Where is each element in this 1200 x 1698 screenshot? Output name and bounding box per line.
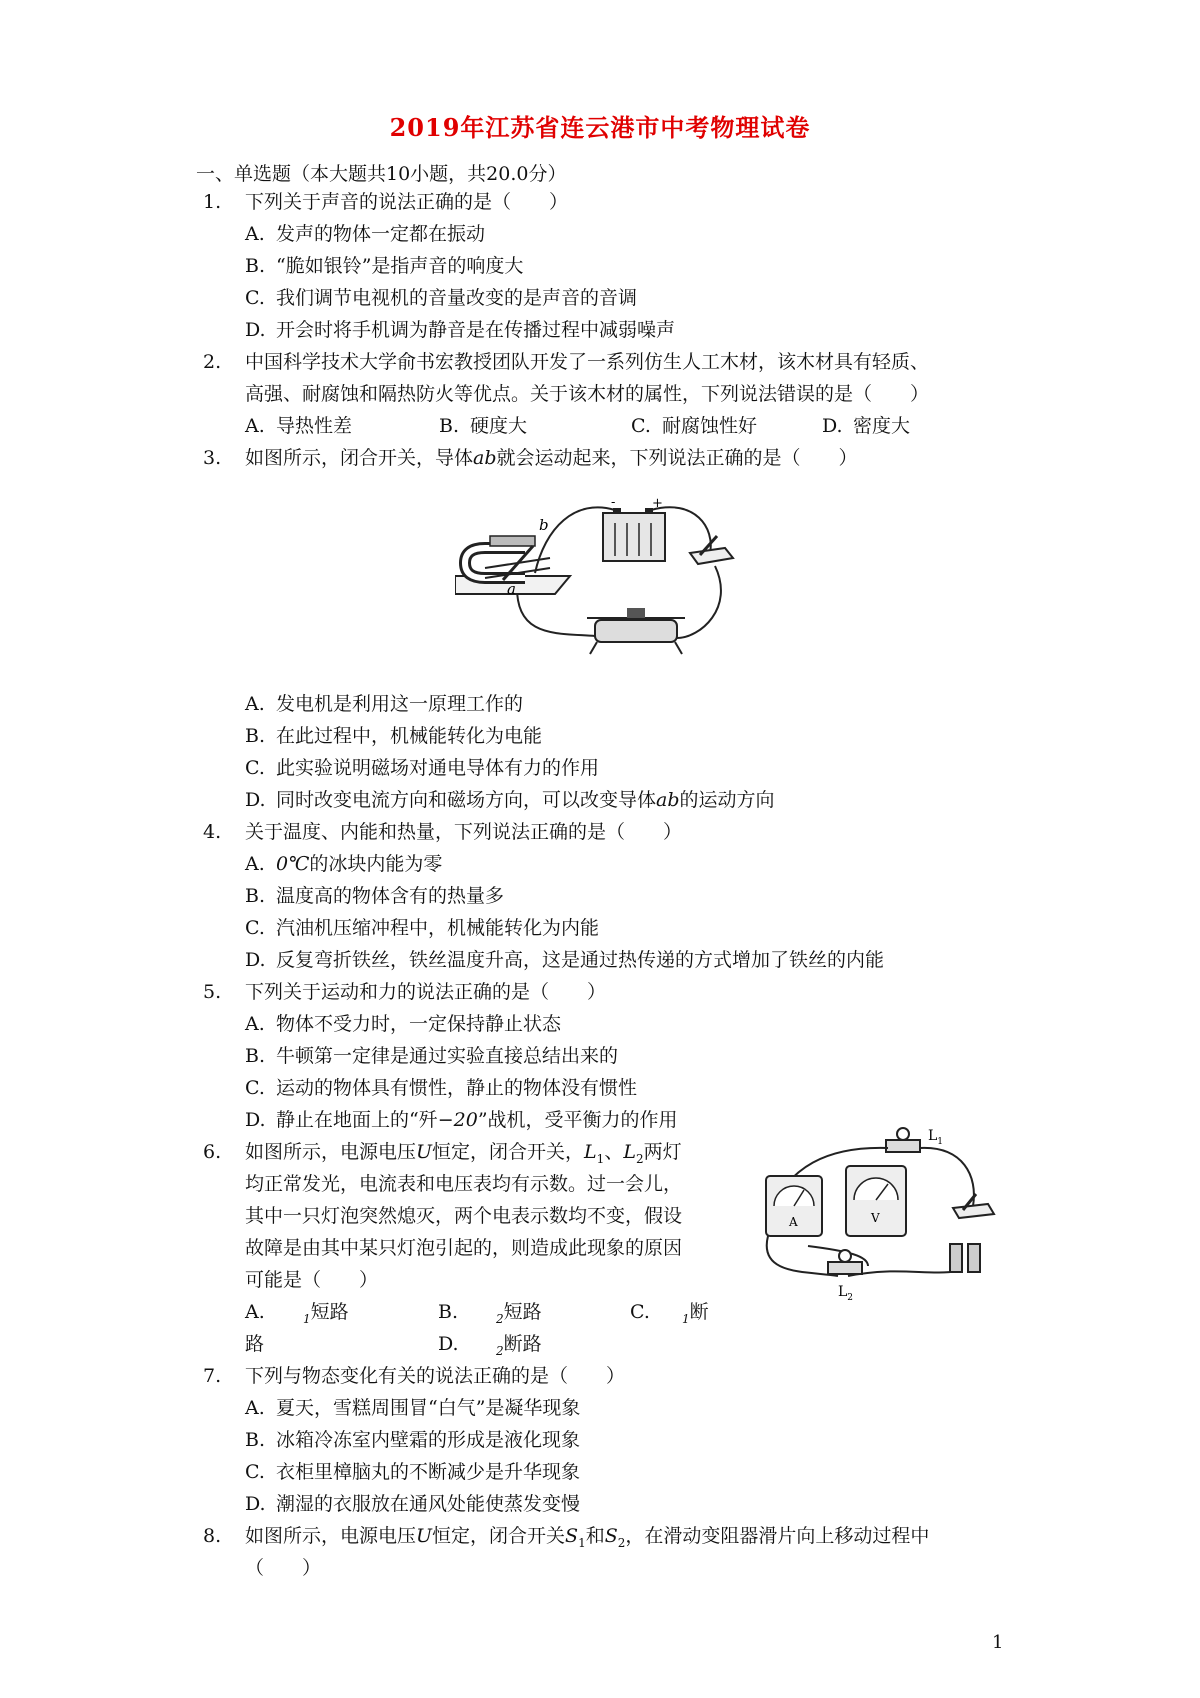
voltmeter-label: V [871,1211,880,1225]
stem-var: L [623,1141,636,1163]
stem-sub: 1 [596,1151,605,1166]
stem-part: 如图所示，电源电压 [245,1141,417,1163]
option-label: B. [245,255,266,277]
bulb-l2-icon [828,1262,862,1274]
option-label: A. [245,1013,265,1035]
option-text: 物体不受力时，一定保持静止状态 [276,1013,562,1035]
option-text: 衣柜里樟脑丸的不断减少是升华现象 [276,1461,581,1483]
q6-stem-line1 [245,1138,682,1173]
stem-part: ，在滑动变阻器滑片向上移动过程中 [625,1525,930,1547]
stem-part: 恒定，闭合开关 [432,1525,566,1547]
battery-icon [950,1244,962,1272]
q1-option-a [245,220,485,248]
option-label: D. [245,1493,266,1515]
stem-sub: 2 [617,1535,626,1550]
stem-sub: 2 [635,1151,644,1166]
q3-number: 3. [203,447,222,469]
option-text: 导热性差 [276,415,353,437]
option-text: 我们调节电视机的音量改变的是声音的音调 [276,287,638,309]
rheostat-icon [595,620,677,642]
option-label: C. [630,1301,650,1323]
q4-stem: 关于温度、内能和热量，下列说法正确的是（ ） [245,821,683,843]
option-text: 发电机是利用这一原理工作的 [276,693,524,715]
option-text: 耐腐蚀性好 [662,415,758,437]
option-label: B. [245,885,266,907]
q6-option-b [438,1298,542,1333]
q2-option-a [245,412,352,440]
option-text: ”战机，受平衡力的作用 [477,1109,678,1131]
q6-stem-line5: 可能是（ ） [245,1269,379,1291]
minus-label: - [611,498,616,510]
q7-number: 7. [203,1365,222,1387]
q5-option-b [245,1042,618,1070]
option-label: A. [245,853,265,875]
q5-stem: 下列关于运动和力的说法正确的是（ ） [245,981,607,1003]
q7-option-b [245,1426,580,1454]
q4-option-a [245,850,442,878]
option-text: 温度高的物体含有的热量多 [276,885,505,907]
option-text: 断路 [503,1333,542,1355]
option-text: 潮湿的衣服放在通风处能使蒸发变慢 [276,1493,581,1515]
option-label: C. [245,287,265,309]
option-label: A. [245,223,265,245]
stem-part: 、 [604,1141,624,1163]
q5-option-a [245,1010,561,1038]
q7-stem: 下列与物态变化有关的说法正确的是（ ） [245,1365,626,1387]
q2-stem-line1: 中国科学技术大学俞书宏教授团队开发了一系列仿生人工木材，该木材具有轻质、 [245,351,930,373]
q1-option-b [245,252,523,280]
option-label: C. [245,1077,265,1099]
page-number: 1 [992,1632,1004,1653]
label-l1: $L_1$ [928,1128,944,1147]
q4-option-c [245,914,599,942]
q7-option-c [245,1458,580,1486]
option-sub: 1 [303,1311,311,1326]
q3-option-c [245,754,599,782]
stem-sub: 1 [578,1535,586,1550]
stem-var: S [604,1525,618,1547]
q3-option-d [245,786,775,814]
ammeter-label: A [789,1215,798,1229]
q5-number: 5. [203,981,222,1003]
option-text: 开会时将手机调为静音是在传播过程中减弱噪声 [276,319,676,341]
stem-var: L [584,1141,597,1163]
option-text: 短路 [310,1301,349,1323]
q8-stem-line2: （ ） [245,1557,322,1579]
page-title: 2019年江苏省连云港市中考物理试卷 [389,113,811,142]
q3-option-a [245,690,523,718]
option-sub: 2 [496,1343,504,1358]
q6-stem-line4: 故障是由其中某只灯泡引起的，则造成此现象的原因 [245,1237,683,1259]
q3-option-b [245,722,542,750]
option-label: D. [822,415,843,437]
q3-stem-part: 就会运动起来，下列说法正确的是（ ） [496,447,858,469]
q8-number: 8. [203,1525,222,1547]
option-sub: 1 [682,1311,690,1326]
option-label: B. [245,1429,266,1451]
q1-option-c [245,284,637,312]
q5-option-d [245,1106,678,1134]
option-var: 0℃ [276,853,310,875]
option-text: 冰箱冷冻室内壁霜的形成是液化现象 [276,1429,581,1451]
q4-number: 4. [203,821,222,843]
q7-option-a [245,1394,580,1422]
option-text: 断 [689,1301,709,1323]
option-label: B. [245,1045,266,1067]
option-text: 在此过程中，机械能转化为电能 [276,725,543,747]
option-text: 静止在地面上的“歼 [276,1109,438,1131]
q2-option-d [822,412,910,440]
stem-part: 两灯 [643,1141,682,1163]
q2-option-c [631,412,757,440]
label-a: a [507,580,516,598]
q4-option-d [245,946,884,974]
stem-part: 和 [585,1525,605,1547]
label-b: b [539,516,549,534]
q2-option-b [439,412,527,440]
option-text: 此实验说明磁场对通电导体有力的作用 [276,757,600,779]
q6-number: 6. [203,1141,222,1163]
option-sub: 2 [496,1311,504,1326]
option-label: D. [438,1333,459,1355]
q6-option-c-continued: 路 [245,1333,265,1355]
option-label: B. [245,725,266,747]
q2-stem-line2: 高强、耐腐蚀和隔热防火等优点。关于该木材的属性，下列说法错误的是（ ） [245,383,930,405]
option-label: B. [438,1301,459,1323]
stem-var: U [416,1525,433,1547]
option-text: “脆如银铃”是指声音的响度大 [276,255,524,277]
q1-number: 1. [203,191,222,213]
option-label: C. [245,757,265,779]
q8-stem-line1 [245,1522,929,1557]
option-label: A. [245,693,265,715]
option-text: 密度大 [853,415,911,437]
option-label: A. [245,1397,265,1419]
q6-option-a [245,1298,349,1333]
option-text: 汽油机压缩冲程中，机械能转化为内能 [276,917,600,939]
option-var: −20 [437,1109,478,1131]
q6-option-d [438,1330,542,1365]
q1-stem: 下列关于声音的说法正确的是（ ） [245,191,569,213]
option-text: 的冰块内能为零 [309,853,443,875]
battery-icon [603,513,665,561]
option-label: C. [245,917,265,939]
option-label: C. [631,415,651,437]
plus-label: + [652,498,663,511]
option-text: 夏天，雪糕周围冒“白气”是凝华现象 [276,1397,581,1419]
option-label: C. [245,1461,265,1483]
option-label: D. [245,789,266,811]
option-label: D. [245,319,266,341]
switch-icon [690,548,733,564]
q7-option-d [245,1490,580,1518]
option-label: A. [245,415,265,437]
option-label: A. [245,1301,265,1323]
motor-experiment-figure [455,498,753,656]
q6-stem-line2: 均正常发光，电流表和电压表均有示数。过一会儿， [245,1173,683,1195]
q5-option-c [245,1074,637,1102]
voltmeter-icon [846,1166,906,1236]
q6-option-c [630,1298,709,1333]
stem-part: 如图所示，电源电压 [245,1525,417,1547]
q3-stem-part: 如图所示，闭合开关，导体 [245,447,474,469]
option-var: ab [656,789,680,811]
q3-stem [245,444,858,472]
label-l2: $L_2$ [838,1284,854,1303]
option-text: 反复弯折铁丝，铁丝温度升高，这是通过热传递的方式增加了铁丝的内能 [276,949,885,971]
option-label: B. [439,415,460,437]
bulb-l1-icon [886,1140,920,1152]
circuit-figure [748,1126,1010,1312]
option-text: 发声的物体一定都在振动 [276,223,486,245]
q6-stem-line3: 其中一只灯泡突然熄灭，两个电表示数均不变，假设 [245,1205,683,1227]
option-label: D. [245,949,266,971]
option-text: 牛顿第一定律是通过实验直接总结出来的 [276,1045,619,1067]
stem-var: U [416,1141,433,1163]
option-text: 硬度大 [470,415,528,437]
q1-option-d [245,316,675,344]
option-text: 运动的物体具有惯性，静止的物体没有惯性 [276,1077,638,1099]
option-text: 同时改变电流方向和磁场方向，可以改变导体 [276,789,657,811]
option-text: 的运动方向 [679,789,775,811]
q4-option-b [245,882,504,910]
switch-icon [953,1204,994,1218]
option-text: 短路 [503,1301,542,1323]
q3-stem-var: ab [473,447,497,469]
option-label: D. [245,1109,266,1131]
section-heading: 一、单选题（本大题共10小题，共20.0分） [196,163,567,185]
q2-number: 2. [203,351,222,373]
stem-part: 恒定，闭合开关， [432,1141,585,1163]
stem-var: S [565,1525,579,1547]
